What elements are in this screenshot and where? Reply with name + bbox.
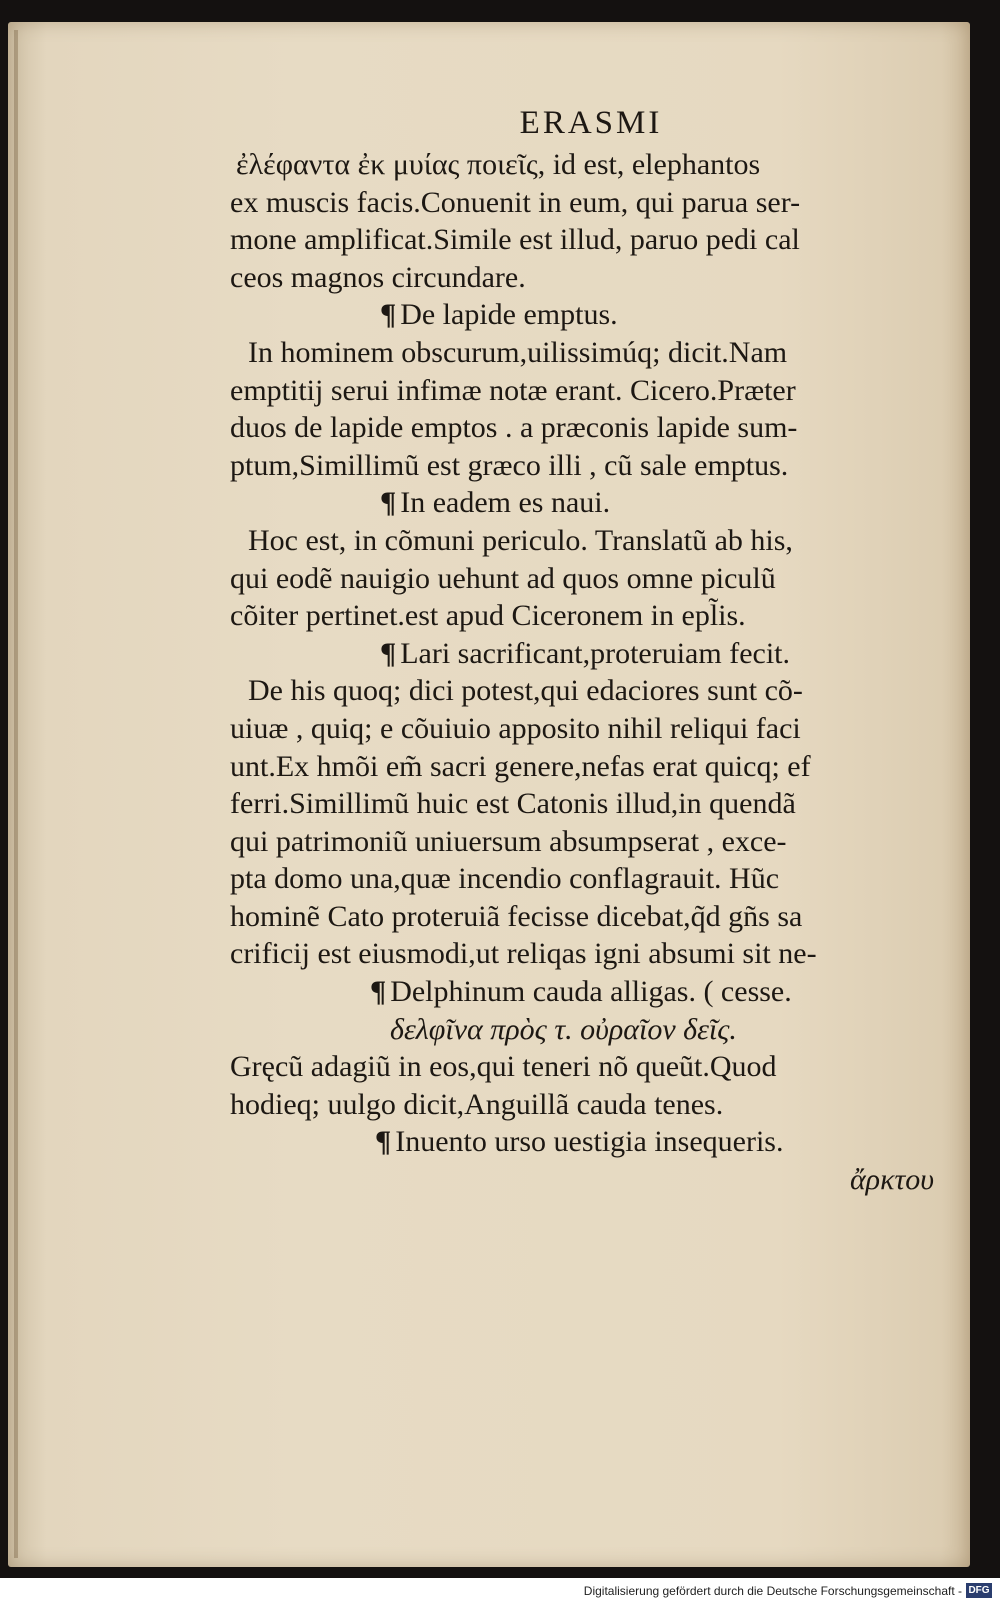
adage-heading-in-eadem-es-naui [230,484,942,522]
adage-heading-text: Inuento urso uestigia insequeris. [395,1125,784,1159]
text-line-4: ceos magnos circundare. [230,260,526,294]
adage-heading-text: Lari sacrificant,proteruiam fecit. [400,636,790,670]
catchword: ἄρκτου [849,1163,934,1197]
text-line-1: ἐλέφαντα ἐκ μυίας ποιεῖς, id est, elephantos [236,148,761,181]
running-head: ERASMI [519,105,663,141]
text-line-12: De his quoq; dici potest,qui edaciores sunt cõ- [248,674,803,708]
adage-heading-delphinum [230,973,942,1011]
text-line-14: unt.Ex hmõi em̃ sacri genere,nefas erat quicq; ef [230,749,811,783]
pilcrow-icon: ¶ [380,486,397,520]
text-line-3: mone amplificat.Simile est illud, paruo pedi cal [230,223,800,257]
text-line-9: Hoc est, in cõmuni periculo. Translatũ ab his, [248,523,793,557]
text-line-2: ex muscis facis.Conuenit in eum, qui parua ser- [230,185,801,219]
text-line-11: cõiter pertinet.est apud Ciceronem in epl̃is. [230,599,746,633]
pilcrow-icon: ¶ [380,298,397,332]
pilcrow-icon: ¶ [370,975,387,1009]
text-line-10: qui eodẽ nauigio uehunt ad quos omne piculũ [230,561,776,595]
text-block [230,100,942,1199]
text-line-6: emptitij serui infimæ notæ erant. Cicero.Præter [230,373,796,407]
adage-heading-text: Delphinum cauda alligas. ( cesse. [390,975,792,1009]
page-edge-shadow [14,30,18,1558]
adage-heading-de-lapide-emptus [230,296,942,334]
dfg-logo: DFG [966,1583,992,1598]
text-line-8: ptum,Simillimũ est græco illi , cũ sale emptus. [230,448,789,482]
adage-heading-text: In eadem es naui. [400,486,611,520]
text-line-16: qui patrimoniũ uniuersum absumpserat , exce- [230,824,787,858]
adage-heading-lari-sacrificant [230,635,942,673]
adage-heading-text: De lapide emptus. [400,298,618,332]
text-line-15: ferri.Simillimũ huic est Catonis illud,in quendã [230,787,796,821]
text-line-18: hominẽ Cato proteruiã fecisse dicebat,q̃d gñs sa [230,899,803,933]
text-line-20: Gręcũ adagiũ in eos,qui teneri nõ queũt.Quod [230,1050,777,1084]
text-line-17: pta domo una,quæ incendio conflagrauit. Hũc [230,862,780,896]
funding-credit: Digitalisierung gefördert durch die Deutsche Forschungsgemeinschaft - [583,1584,962,1598]
text-line-19: crificij est eiusmodi,ut reliqas igni absumi sit ne- [230,937,817,971]
pilcrow-icon: ¶ [380,636,397,670]
footer-bar [0,1578,1000,1608]
greek-line: δελφῖνα πρὸς τ. οὐραῖον δεῖς. [390,1012,737,1046]
text-line-13: uiuæ , quiq; e cõuiuio apposito nihil reliqui faci [230,711,801,745]
pilcrow-icon: ¶ [375,1125,392,1159]
text-line-21: hodieq; uulgo dicit,Anguillã cauda tenes. [230,1087,724,1121]
adage-heading-inuento-urso [230,1123,942,1161]
text-line-5: In hominem obscurum,uilissimúq; dicit.Nam [248,335,788,369]
text-line-7: duos de lapide emptos . a præconis lapide sum- [230,411,798,445]
